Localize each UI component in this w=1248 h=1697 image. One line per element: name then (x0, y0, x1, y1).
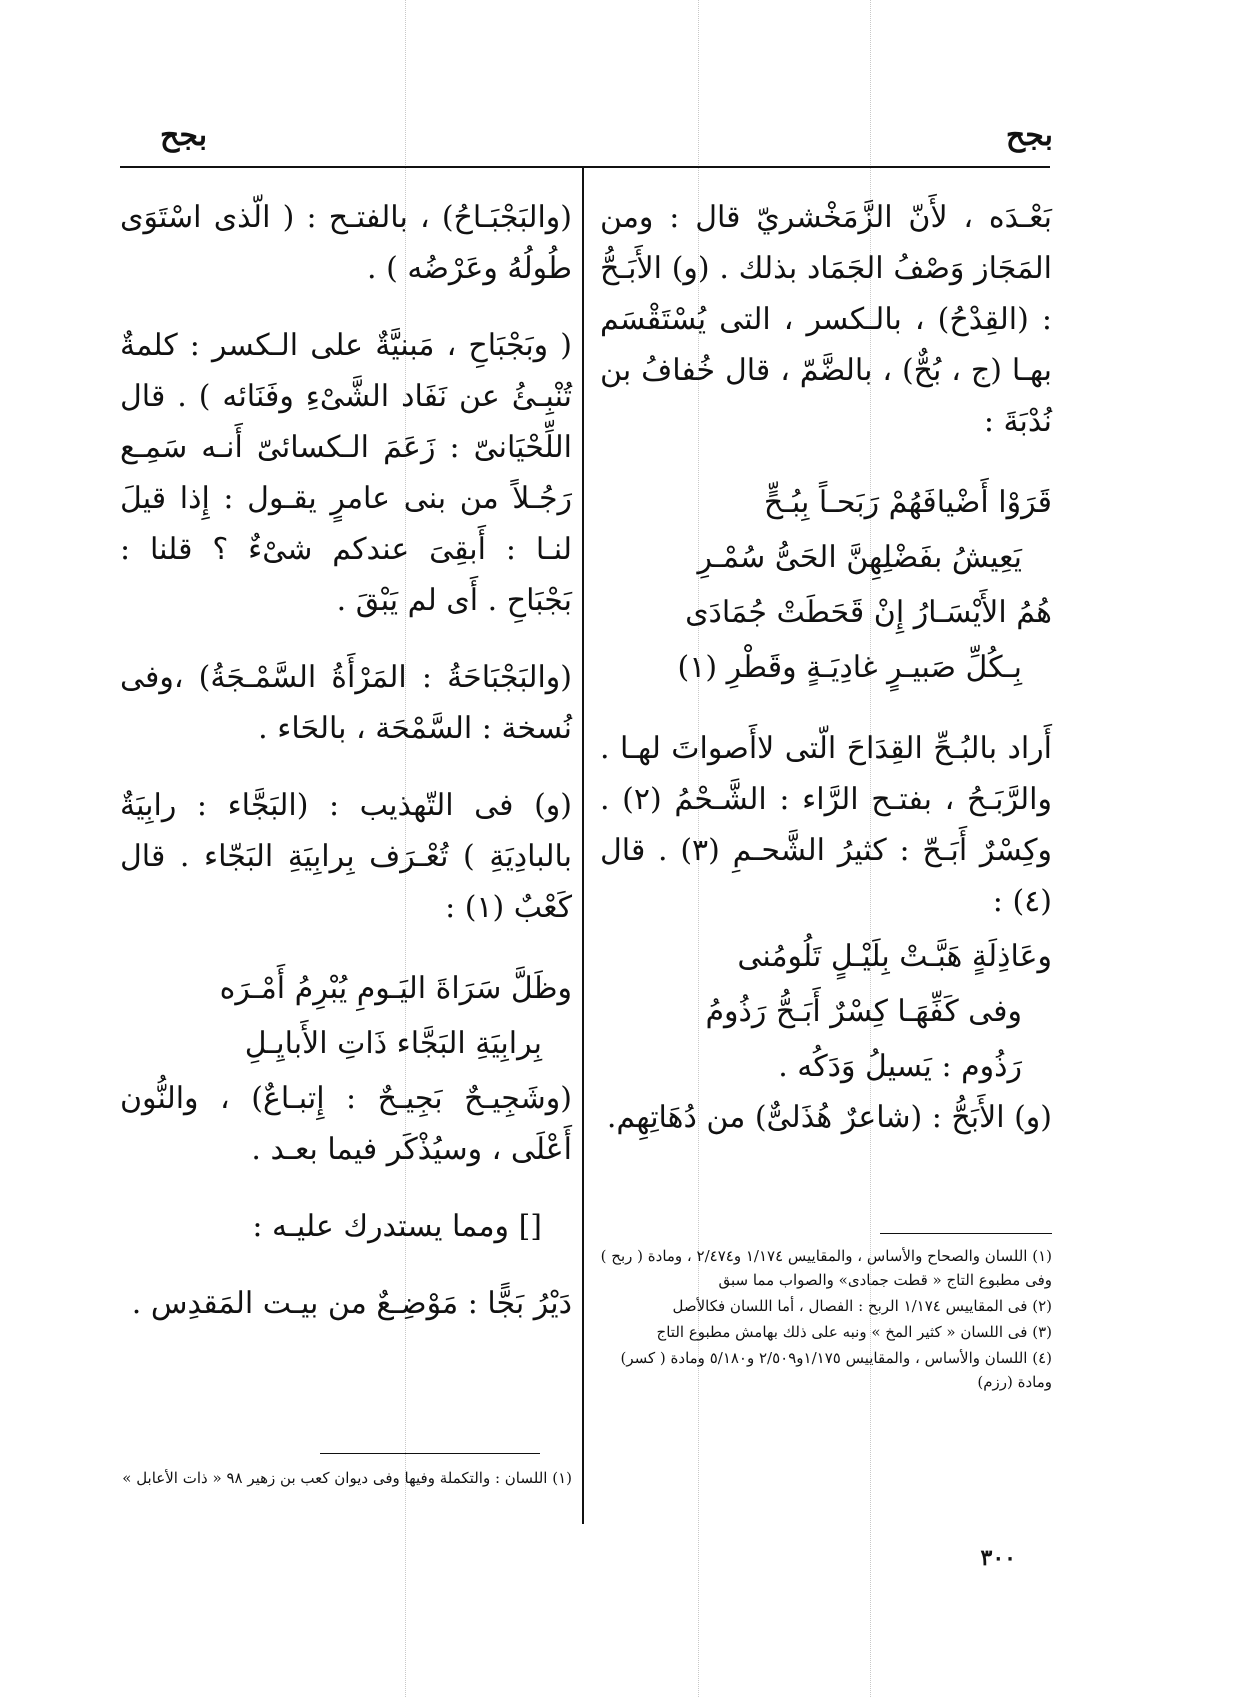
footnote: (٣) فى اللسان « كثير المخ » ونبه على ذلك بهامش مطبوع التاج (656, 1323, 1052, 1341)
paragraph: ( وبَجْبَاحِ ، مَبنيَّةٌ على الـكسر : كلمةٌ تُنْبِـئُ عن نَفَاد الشَّىْءِ وفَنَائه ) . قال اللِّحْيَانىّ : زَعَمَ الـكسائىّ أَنـه سَمِـع رَجُـلاً من بنى عامرٍ يقـول : إِذا قيلَ لنـا : أَبقِىَ عندكم شىْءٌ ؟ قلنا : بَجْبَاحِ . أَى لم يَبْقَ . (120, 328, 572, 618)
page-number: ٣٠٠ (980, 1545, 1016, 1571)
verse-line: بِـكُلِّ صَبيـرٍ غادِيَـةٍ وقَطْرِ (١) (677, 650, 1022, 685)
paragraph: دَيْرُ بَجًّا : مَوْضِـعٌ من بيـت المَقدِس . (131, 1286, 572, 1321)
verse-line: وظَلَّ سَرَاةَ اليَـومِ يُبْرِمُ أَمْـرَه (219, 971, 572, 1006)
footnote-rule (320, 1453, 540, 1454)
paragraph: رَذُوم : يَسيلُ وَدَكُه . (778, 1049, 1022, 1084)
verse-line: قَرَوْا أَضْيافَهُمْ رَبَحـاً بِبُـحٍّ (763, 485, 1052, 520)
footnote-rule (880, 1233, 1052, 1234)
right-footnotes (600, 1244, 1052, 1396)
paragraph: بَعْـدَه ، لأَنّ الزَّمَخْشريّ قال : ومن المَجَاز وَصْفُ الجَمَاد بذلك . (و) الأَبَـحُّ : (القِدْحُ) ، بالـكسر ، التى يُسْتَقْسَم بهـا (ج ، بُحٌّ) ، بالضَّمّ ، قال خُفافُ بن نُدْبَةَ : (600, 200, 1052, 439)
verse-line: هُمُ الأَيْسَـارُ إِنْ قَحَطَتْ جُمَادَى (685, 595, 1052, 630)
column-divider (582, 168, 584, 1524)
paragraph: (و) الأَبَحُّ : (شاعرٌ هُذَلىٌّ) من دُهَاتِهِم. (606, 1100, 1052, 1135)
footnote: (٢) فى المقاييس ١/١٧٤ الربح : الفصال ، أما اللسان فكالأصل (672, 1297, 1052, 1315)
header-rule (120, 166, 1050, 168)
paragraph: (والبَجْبَاحَةُ : المَرْأَةُ السَّمْـجَةُ) ،وفى نُسخة : السَّمْحَة ، بالحَاء . (120, 660, 572, 746)
footnote: (١) اللسان والصحاح والأساس ، والمقاييس ١/١٧٤ و٢/٤٧٤ ، ومادة ( ربح ) وفى مطبوع التاج « قطت جمادى» والصواب مما سبق (600, 1247, 1052, 1289)
left-footnotes (120, 1466, 572, 1492)
footnote: (١) اللسان : والتكملة وفيها وفى ديوان كعب بن زهير ٩٨ « ذات الأعابل » (122, 1469, 572, 1487)
running-header-left: بجح (160, 118, 208, 153)
paragraph: (و) فى التّهذيب : (البَجَّاء : رابِيَةٌ بالبادِيَةِ ) تُعْـرَف بِرابِيَةِ البَجّاء . قال كَعْبٌ (١) : (120, 788, 572, 925)
verse-line: وفى كَفِّهَـا كِسْرٌ أَبَـحُّ رَذُومُ (705, 994, 1022, 1029)
paragraph: (والبَجْبَـاحُ) ، بالفتـح : ( الّذى اسْتَوَى طُولُهُ وعَرْضُه ) . (120, 200, 572, 286)
paragraph: [] ومما يستدرك عليـه : (252, 1209, 542, 1244)
running-header-right: بجح (1005, 118, 1053, 153)
footnote: (٤) اللسان والأساس ، والمقاييس ١/١٧٥و٢/٥٠٩ و٥/١٨٠ ومادة ( كسر) ومادة (رزم) (620, 1349, 1052, 1391)
paragraph: أَراد بالبُـحِّ القِدَاحَ الّتى لاأَصواتَ لهـا . والرَّبَـحُ ، بفتـح الرَّاء : الشَّـحْمُ (٢) . وكِسْرٌ أَبَـحّ : كثيرُ الشَّحـمِ (٣) . قال (٤) : (600, 731, 1053, 919)
left-column (120, 192, 572, 1329)
verse-line: وعَاذِلَةٍ هَبَّـتْ بِلَيْـلٍ تَلُومُنى (737, 939, 1052, 974)
verse-line: يَعِيشُ بفَضْلِهِنَّ الحَىُّ سُمْـرِ (697, 540, 1022, 575)
right-column (600, 192, 1052, 1143)
verse-line: بِرابِيَةِ البَجَّاء ذَاتِ الأَبايِـلِ (244, 1026, 542, 1061)
paragraph: (وشَجِيـحٌ بَجِيـحٌ : إِتبـاعٌ) ، والنُّون أَعْلَى ، وسيُذْكَر فيما بعـد . (120, 1081, 572, 1167)
